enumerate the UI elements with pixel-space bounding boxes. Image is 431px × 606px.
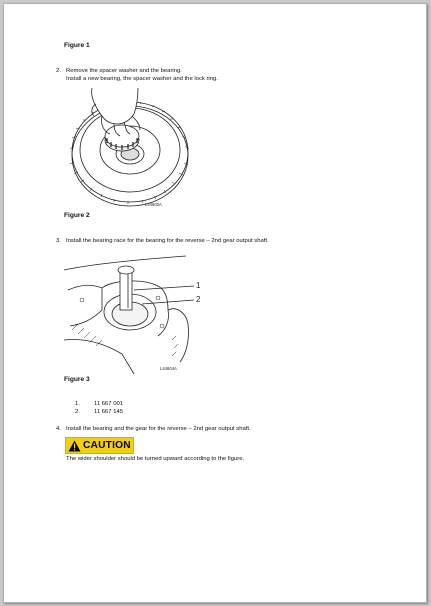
part-item-1-number: 1.: [75, 401, 80, 407]
figure-1-caption: Figure 1: [64, 42, 90, 49]
part-item-1-value: 11 667 001: [94, 401, 124, 407]
step-4-number: 4.: [56, 426, 61, 432]
caution-banner: [65, 437, 134, 454]
figure-2-caption: Figure 2: [64, 212, 90, 219]
step-4: [56, 425, 251, 433]
figure-3-code: L44604A: [160, 366, 177, 371]
step-2: [56, 67, 218, 84]
figure-3-illustration: [62, 250, 204, 374]
warning-triangle-icon: [68, 440, 81, 452]
figure-2-code: L44603A: [145, 202, 162, 207]
step-3: [56, 237, 269, 245]
step-2-number: 2.: [56, 68, 61, 74]
caution-text: The wider shoulder should be turned upward according to the figure.: [66, 456, 245, 462]
figure-3-callout-1: 1: [196, 281, 201, 290]
step-4-line-1: Install the bearing and the gear for the reverse – 2nd gear output shaft.: [66, 426, 251, 432]
part-item-2-value: 11 667 145: [94, 409, 124, 415]
step-3-line-1: Install the bearing race for the bearing for the reverse – 2nd gear output shaft.: [66, 238, 269, 244]
step-3-number: 3.: [56, 238, 61, 244]
step-2-line-2: Install a new bearing, the spacer washer and the lock ring.: [66, 76, 218, 83]
figure-2-illustration: [62, 84, 192, 210]
part-item-2-number: 2.: [75, 409, 80, 415]
document-page: [3, 3, 427, 603]
figure-3-caption: Figure 3: [64, 376, 90, 383]
step-2-line-1: Remove the spacer washer and the bearing.: [66, 68, 182, 74]
caution-label: CAUTION: [83, 440, 131, 451]
figure-3-callout-2: 2: [196, 295, 201, 304]
